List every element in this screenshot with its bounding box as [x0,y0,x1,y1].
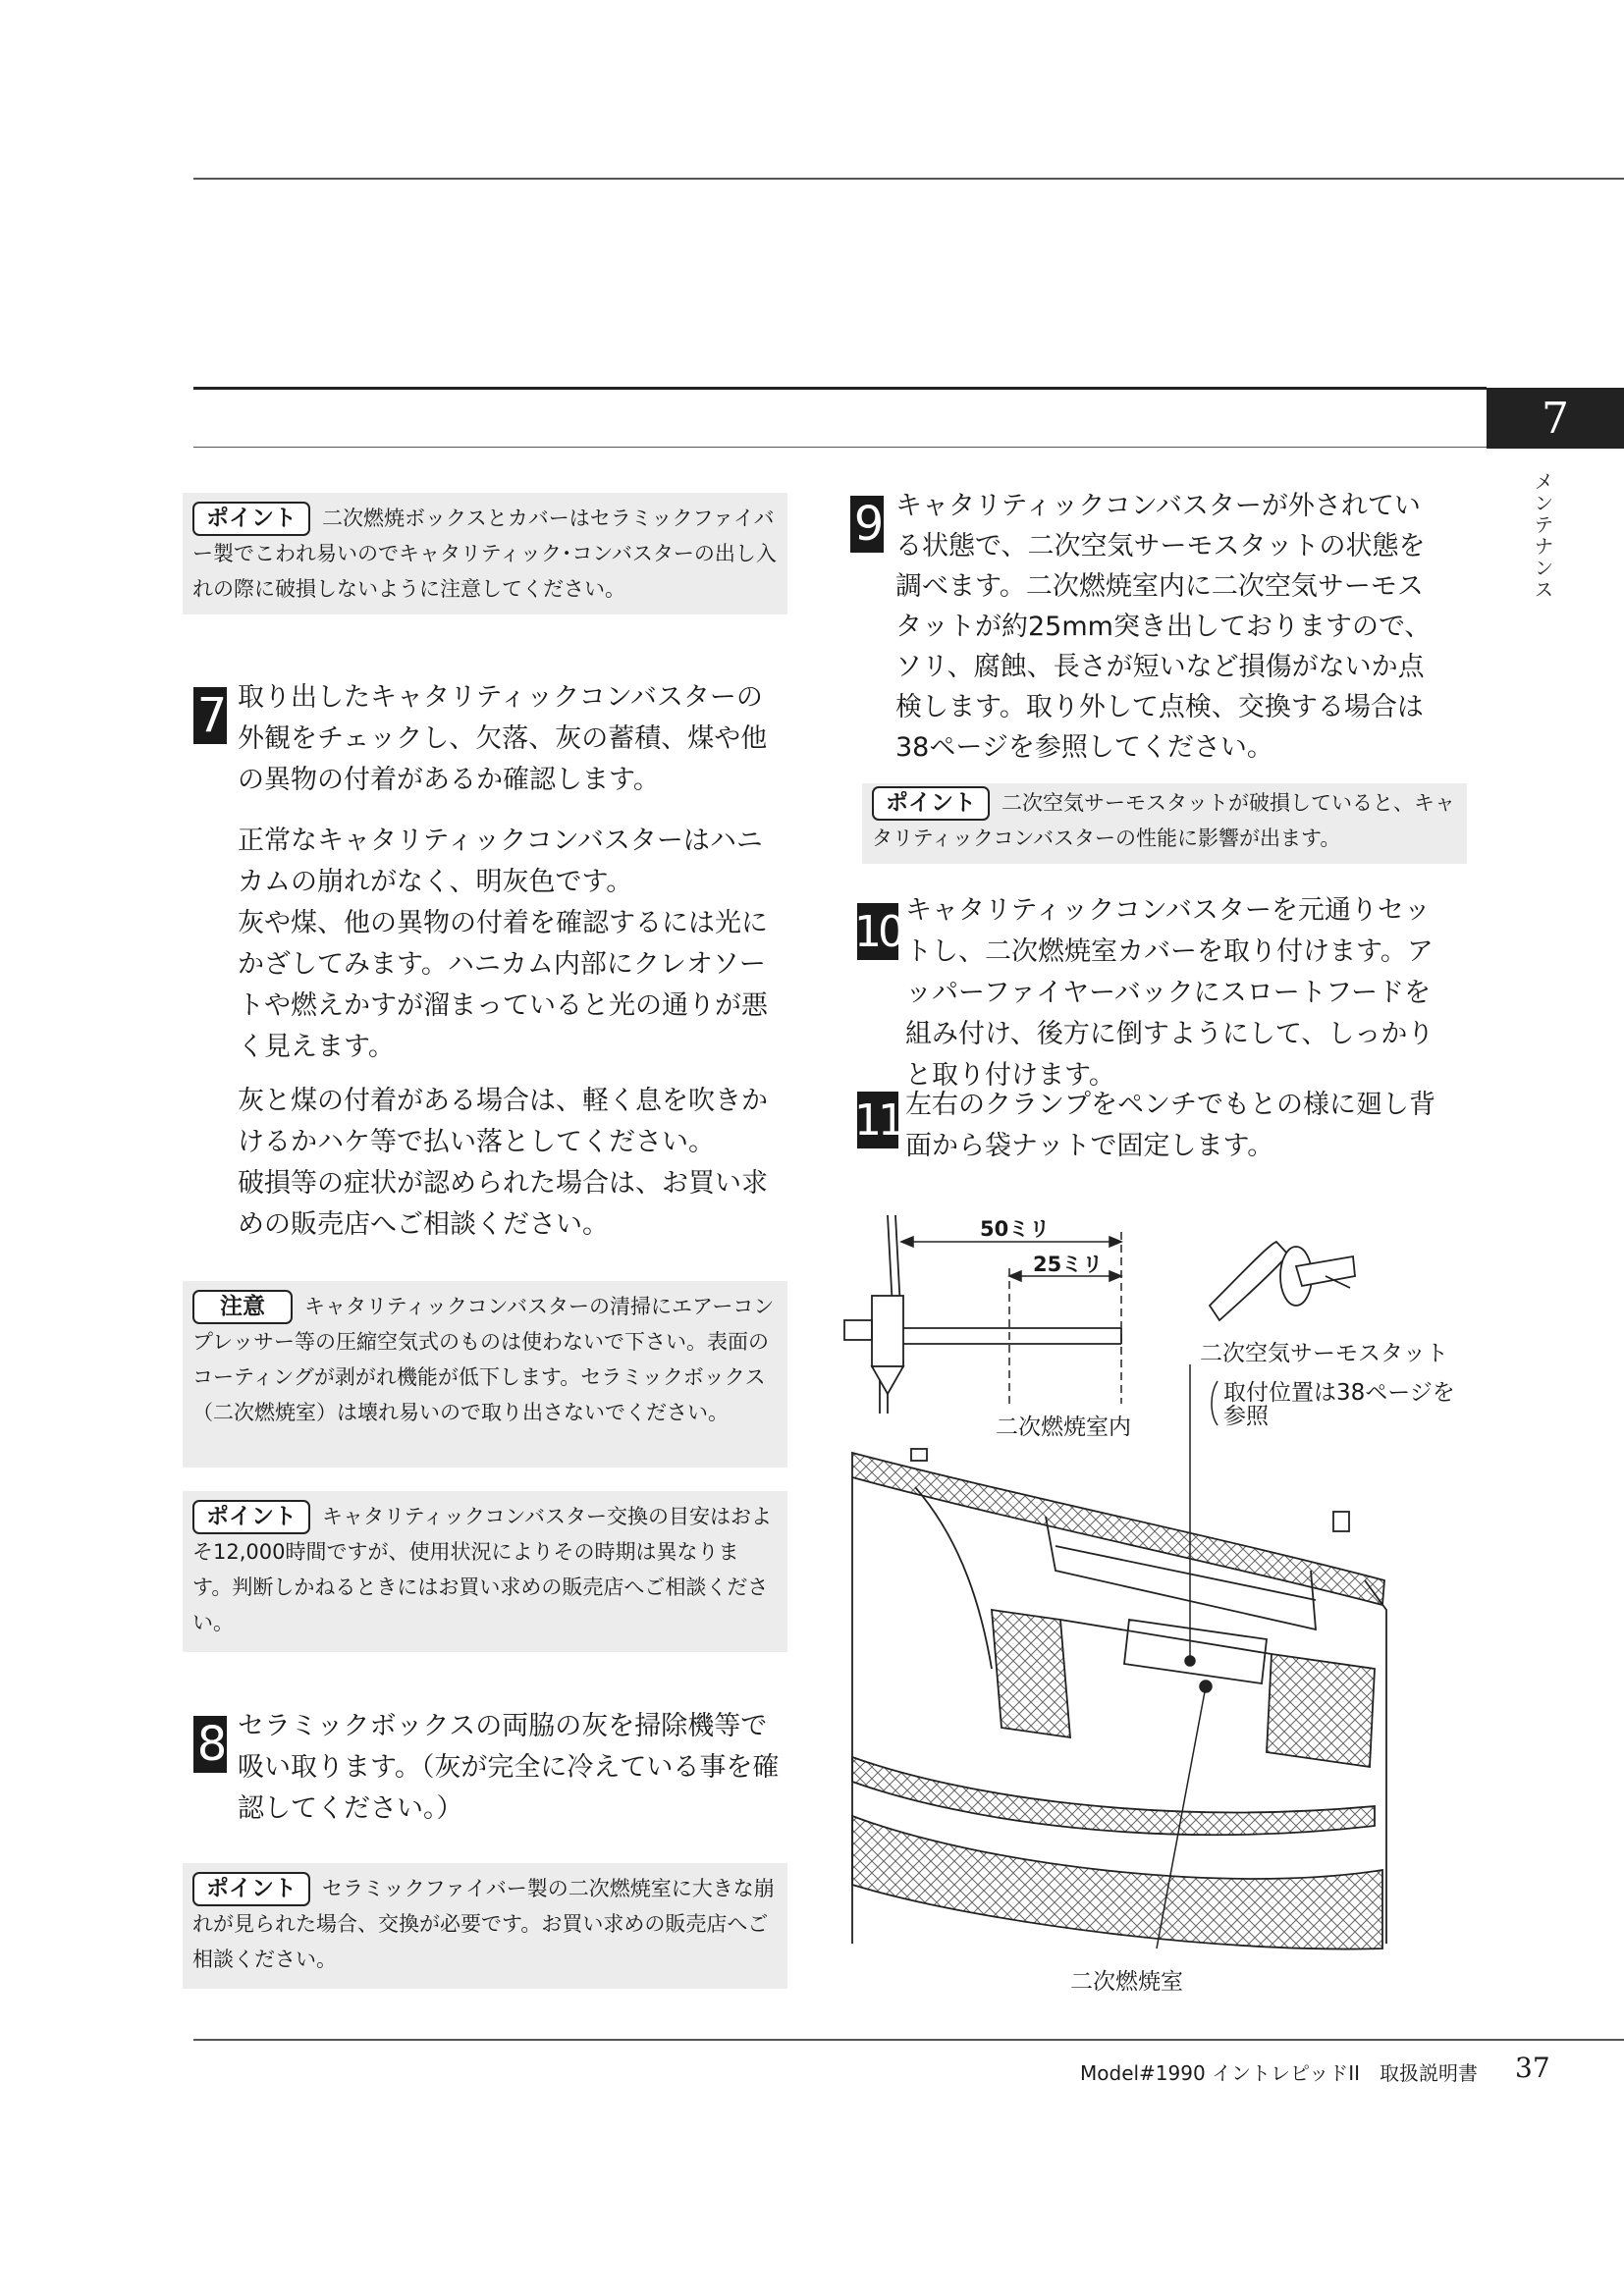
step-7-para-2: 灰や煤、他の異物の付着を確認するには光にかざしてみます。ハニカム内部にクレオソートや燃えかすが溜まっていると光の通りが悪く見えます。 [238,908,768,1062]
label-inside-chamber: 二次燃焼室内 [996,1415,1131,1440]
step-8-number: 8 [193,1716,227,1773]
step-8-text: セラミックボックスの両脇の灰を掃除機等で吸い取ります。（灰が完全に冷えている事を確認してください。） [238,1711,780,1824]
top-rule [193,178,1624,180]
page-number: 37 [1515,2052,1550,2084]
thermostat-detail [844,1215,1121,1414]
label-reference-1: 取付位置は38ページを [1223,1380,1455,1406]
stove-body [852,1449,1386,1949]
dim-50-label: 50ミリ [980,1217,1051,1241]
step-11-number: 11 [857,1092,898,1148]
point-tag: ポイント [192,1872,310,1906]
chapter-side-label: メンテナンス [1531,471,1554,601]
point-note-4-text: 二次空気サーモスタットが破損していると、キャタリティックコンバスターの性能に影響が出ます。 [872,791,1455,850]
step-7-para-3: 灰と煤の付着がある場合は、軽く息を吹きかけるかハケ等で払い落としてください。 [238,1086,768,1157]
caution-note [183,1281,787,1468]
point-note-1 [183,493,787,614]
ref-bracket-left [1212,1381,1218,1425]
step-9-text: キャタリティックコンバスターが外されている状態で、二次空気サーモスタットの状態を調べます。二次燃焼室内に二次空気サーモスタットが約25mm突き出しておりますので、ソリ、腐蝕、長さが短いなど損傷がないか点検します。取り外して点検、交換する場合は38ページを参照してください。 [895,491,1432,763]
caution-note-text: キャタリティックコンバスターの清掃にエアーコンプレッサー等の圧縮空気式のものは使わないで下さい。表面のコーティングが剥がれ機能が低下します。セラミックボックス（二次燃焼室）は壊れ易いので取り出さないでください。 [192,1295,775,1424]
dim-25-label: 25ミリ [1033,1253,1104,1276]
label-chamber: 二次燃焼室 [1070,1969,1183,1995]
point-tag: ポイント [872,786,990,821]
step-11-text: 左右のクランプをペンチでもとの様に廻し背面から袋ナットで固定します。 [905,1090,1435,1161]
point-note-3-text: セラミックファイバー製の二次燃焼室に大きな崩れが見られた場合、交換が必要です。お買い求めの販売店へご相談ください。 [192,1877,775,1971]
step-9-number: 9 [850,496,884,553]
caution-tag: 注意 [192,1290,293,1324]
thermostat-sketch [1210,1242,1355,1320]
step-7-text: 取り出したキャタリティックコンバスターの外観をチェックし、欠落、灰の蓄積、煤や他の異物の付着があるか確認します。 [238,682,768,795]
footer-rule [193,2039,1624,2041]
point-note-3 [183,1863,787,1989]
point-note-2 [183,1491,787,1652]
header-rule-thick [193,387,1487,390]
chapter-number: 7 [1487,388,1624,449]
stove-diagram [825,1207,1434,1993]
step-10-number: 10 [857,903,898,960]
point-tag: ポイント [192,1500,310,1534]
label-thermostat: 二次空気サーモスタット [1200,1341,1448,1366]
header-rule-thin [193,447,1487,448]
step-7-number: 7 [193,687,227,744]
point-note-1-text: 二次燃焼ボックスとカバーはセラミックファイバー製でこわれ易いのでキャタリティック･コンバスターの出し入れの際に破損しないように注意してください。 [192,507,777,601]
leader-lines [1157,1364,1212,1949]
point-tag: ポイント [192,502,310,536]
step-10-text: キャタリティックコンバスターを元通りセットし、二次燃焼室カバーを取り付けます。アッパーファイヤーバックにスロートフードを組み付け、後方に倒すようにして、しっかりと取り付けます。 [905,895,1435,1091]
label-reference-2: 参照 [1223,1404,1269,1429]
step-7-para-1: 正常なキャタリティックコンバスターはハニカムの崩れがなく、明灰色です。 [238,826,763,897]
point-note-4 [862,783,1467,864]
step-7-para-4: 破損等の症状が認められた場合は、お買い求めの販売店へご相談ください。 [238,1168,768,1240]
footer-model: Model#1990 イントレピッドII 取扱説明書 [1080,2061,1479,2085]
point-note-2-text: キャタリティックコンバスター交換の目安はおよそ12,000時間ですが、使用状況によりその時期は異なります。判断しかねるときにはお買い求めの販売店へご相談ください。 [192,1505,773,1634]
